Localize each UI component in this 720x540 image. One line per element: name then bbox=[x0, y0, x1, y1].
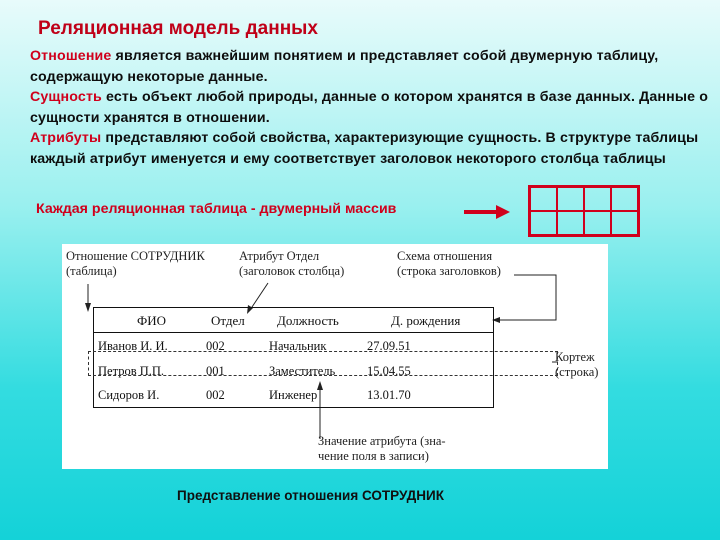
definition-attributes: представляют собой свойства, характеризующие сущность. В структуре таблицы каждый атрибут именуется и ему соответствует заголовок некоторого столбца таблицы bbox=[30, 130, 699, 167]
table-cell: 001 bbox=[206, 364, 225, 378]
table-cell: Иванов И. И. bbox=[98, 339, 168, 353]
body-text bbox=[30, 46, 714, 169]
grid-cell bbox=[611, 211, 638, 235]
table-cell: Сидоров И. bbox=[98, 388, 160, 402]
relation-label: Отношение СОТРУДНИК (таблица) bbox=[66, 249, 205, 278]
term-entity: Сущность bbox=[30, 89, 102, 105]
schema-label: Схема отношения (строка заголовков) bbox=[397, 249, 501, 278]
array-grid-icon bbox=[528, 185, 640, 237]
column-header-birthdate: Д. рождения bbox=[391, 313, 461, 328]
attribute-label: Атрибут Отдел (заголовок столбца) bbox=[239, 249, 345, 278]
table-cell: Инженер bbox=[269, 388, 318, 402]
column-header-position: Должность bbox=[277, 313, 339, 328]
paragraph-entity bbox=[30, 87, 714, 128]
definition-relation: является важнейшим понятием и представляет собой двумерную таблицу, содержащую некоторые данные. bbox=[30, 48, 659, 85]
term-relation: Отношение bbox=[30, 48, 112, 64]
table-cell: 13.01.70 bbox=[367, 388, 411, 402]
grid-cell bbox=[530, 187, 557, 211]
relation-diagram bbox=[62, 244, 608, 469]
array-note: Каждая реляционная таблица - двумерный массив bbox=[36, 201, 397, 217]
paragraph-relation bbox=[30, 46, 714, 87]
grid-cell bbox=[584, 187, 611, 211]
table-header-row bbox=[94, 308, 493, 333]
figure-caption: Представление отношения СОТРУДНИК bbox=[177, 488, 444, 503]
table-cell: 002 bbox=[206, 388, 225, 402]
table-cell: 15.04.55 bbox=[367, 364, 411, 378]
slide-title: Реляционная модель данных bbox=[38, 18, 318, 39]
table-cell: Петров П.П. bbox=[98, 364, 165, 378]
column-header-name: ФИО bbox=[137, 313, 167, 328]
tuple-label: Кортеж (строка) bbox=[555, 350, 599, 379]
right-arrow-icon bbox=[462, 202, 512, 222]
tuple-highlight bbox=[88, 351, 558, 376]
grid-cell bbox=[530, 211, 557, 235]
table-cell: Начальник bbox=[269, 339, 327, 353]
paragraph-attributes bbox=[30, 128, 714, 169]
table-cell: 002 bbox=[206, 339, 225, 353]
grid-cell bbox=[557, 187, 584, 211]
grid-cell bbox=[611, 187, 638, 211]
table-cell: 27.09.51 bbox=[367, 339, 411, 353]
term-attributes: Атрибуты bbox=[30, 130, 102, 146]
grid-cell bbox=[584, 211, 611, 235]
grid-cell bbox=[557, 211, 584, 235]
value-label: Значение атрибута (зна- чение поля в записи) bbox=[318, 434, 446, 463]
definition-entity: есть объект любой природы, данные о котором хранятся в базе данных. Данные о сущности хранятся в отношении. bbox=[30, 89, 709, 126]
column-header-department: Отдел bbox=[211, 313, 245, 328]
table-cell: Заместитель bbox=[269, 364, 336, 378]
